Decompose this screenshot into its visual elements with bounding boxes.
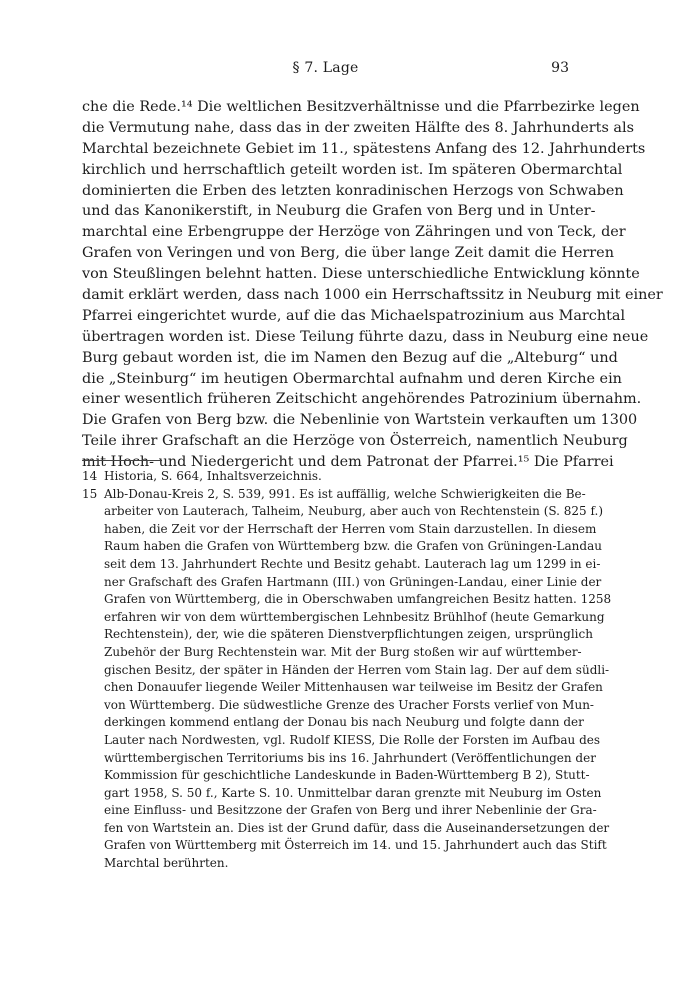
footnote-line: erfahren wir von dem württembergischen Lehnbesitz Brühlhof (heute Gemarkung [104, 609, 605, 624]
footnote-line: Kommission für geschichtliche Landeskunde in Baden-Württemberg B 2), Stutt- [104, 768, 590, 783]
footnote-line: chen Donauufer liegende Weiler Mittenhausen war teilweise im Besitz der Grafen [104, 680, 603, 695]
footnotes [82, 468, 612, 873]
text-line: übertragen worden ist. Diese Teilung führte dazu, dass in Neuburg eine neue [82, 328, 649, 345]
footnote-number: 15 [82, 486, 98, 501]
text-line: mit Hoch- und Niedergericht und dem Patronat der Pfarrei.¹⁵ Die Pfarrei [82, 454, 614, 471]
text-line: die Vermutung nahe, dass das in der zweiten Hälfte des 8. Jahrhunderts als [82, 119, 634, 136]
footnote-line: derkingen kommend entlang der Donau bis nach Neuburg und folgte dann der [104, 715, 584, 730]
main-text [82, 97, 663, 473]
footnote-line: seit dem 13. Jahrhundert Rechte und Besitz gehabt. Lauterach lag um 1299 in ei- [104, 556, 601, 571]
text-line: von Steußlingen belehnt hatten. Diese unterschiedliche Entwicklung könnte [82, 266, 640, 283]
text-line: che die Rede.¹⁴ Die weltlichen Besitzverhältnisse und die Pfarrbezirke legen [82, 99, 640, 115]
footnote-line: Alb-Donau-Kreis 2, S. 539, 991. Es ist auffällig, welche Schwierigkeiten die Be- [104, 486, 586, 501]
footnote-line: von Württemberg. Die südwestliche Grenze des Uracher Forsts verlief von Mun- [104, 697, 594, 712]
footnote-number: 14 [82, 469, 98, 483]
running-header [82, 60, 569, 82]
section-title: § 7. Lage [292, 60, 359, 76]
text-line: dominierten die Erben des letzten konradinischen Herzogs von Schwaben [82, 182, 624, 199]
footnote-line: Raum haben die Grafen von Württemberg bzw. die Grafen von Grüningen-Landau [104, 539, 602, 554]
footnote-line: Zubehör der Burg Rechtenstein war. Mit der Burg stoßen wir auf württember- [104, 644, 582, 659]
footnote-line: fen von Wartstein an. Dies ist der Grund dafür, dass die Auseinandersetzungen der [104, 820, 610, 835]
footnote-line: Lauter nach Nordwesten, vgl. Rudolf KIESS, Die Rolle der Forsten im Aufbau des [104, 732, 601, 747]
text-line: die „Steinburg“ im heutigen Obermarchtal aufnahm und deren Kirche ein [82, 370, 622, 387]
text-line: marchtal eine Erbengruppe der Herzöge von Zähringen und von Teck, der [82, 224, 626, 241]
footnote-line: württembergischen Territoriums bis ins 16. Jahrhundert (Veröffentlichungen der [104, 750, 596, 765]
text-line: Teile ihrer Grafschaft an die Herzöge von Österreich, namentlich Neuburg [82, 433, 628, 450]
footnote-line: gischen Besitz, der später in Händen der Herren vom Stain lag. Der auf dem südli- [104, 662, 610, 677]
footnote [82, 486, 612, 873]
footnote-line: gart 1958, S. 50 f., Karte S. 10. Unmittelbar daran grenzte mit Neuburg im Osten [104, 785, 602, 800]
text-line: und das Kanonikerstift, in Neuburg die Grafen von Berg und in Unter- [82, 203, 596, 220]
text-line: Marchtal bezeichnete Gebiet im 11., spätestens Anfang des 12. Jahrhunderts [82, 140, 646, 157]
footnote-line: eine Einfluss- und Besitzzone der Grafen von Berg und ihrer Nebenlinie der Gra- [104, 803, 597, 818]
footnote-line: Grafen von Württemberg mit Österreich im 14. und 15. Jahrhundert auch das Stift [104, 838, 607, 853]
text-line: Die Grafen von Berg bzw. die Nebenlinie von Wartstein verkauften um 1300 [82, 412, 638, 429]
footnote-line: ner Grafschaft des Grafen Hartmann (III.) von Grüningen-Landau, einer Linie der [104, 574, 602, 589]
footnote-line: Historia, S. 664, Inhaltsverzeichnis. [104, 469, 322, 483]
footnote-line: Marchtal berührten. [104, 856, 229, 871]
text-line: einer wesentlich früheren Zeitschicht angehörendes Patrozinium übernahm. [82, 391, 642, 408]
footnote-line: arbeiter von Lauterach, Talheim, Neuburg, aber auch von Rechtenstein (S. 825 f.) [104, 504, 604, 519]
text-line: kirchlich und herrschaftlich geteilt worden ist. Im späteren Obermarchtal [82, 161, 623, 178]
footnote-separator [82, 460, 162, 461]
footnote [82, 468, 569, 486]
footnote-line: Grafen von Württemberg, die in Oberschwaben umfangreichen Besitz hatten. 1258 [104, 592, 612, 607]
text-line: Grafen von Veringen und von Berg, die über lange Zeit damit die Herren [82, 245, 614, 262]
text-line: Burg gebaut worden ist, die im Namen den Bezug auf die „Alteburg“ und [82, 349, 618, 366]
footnote-line: Rechtenstein), der, wie die späteren Dienstverpflichtungen zeigen, ursprünglich [104, 627, 593, 642]
text-line: damit erklärt werden, dass nach 1000 ein Herrschaftssitz in Neuburg mit einer [82, 287, 663, 304]
footnote-line: haben, die Zeit vor der Herrschaft der Herren vom Stain darzustellen. In diesem [104, 521, 597, 536]
page-number: 93 [551, 60, 569, 76]
text-line: Pfarrei eingerichtet wurde, auf die das Michaelspatrozinium aus Marchtal [82, 307, 626, 324]
